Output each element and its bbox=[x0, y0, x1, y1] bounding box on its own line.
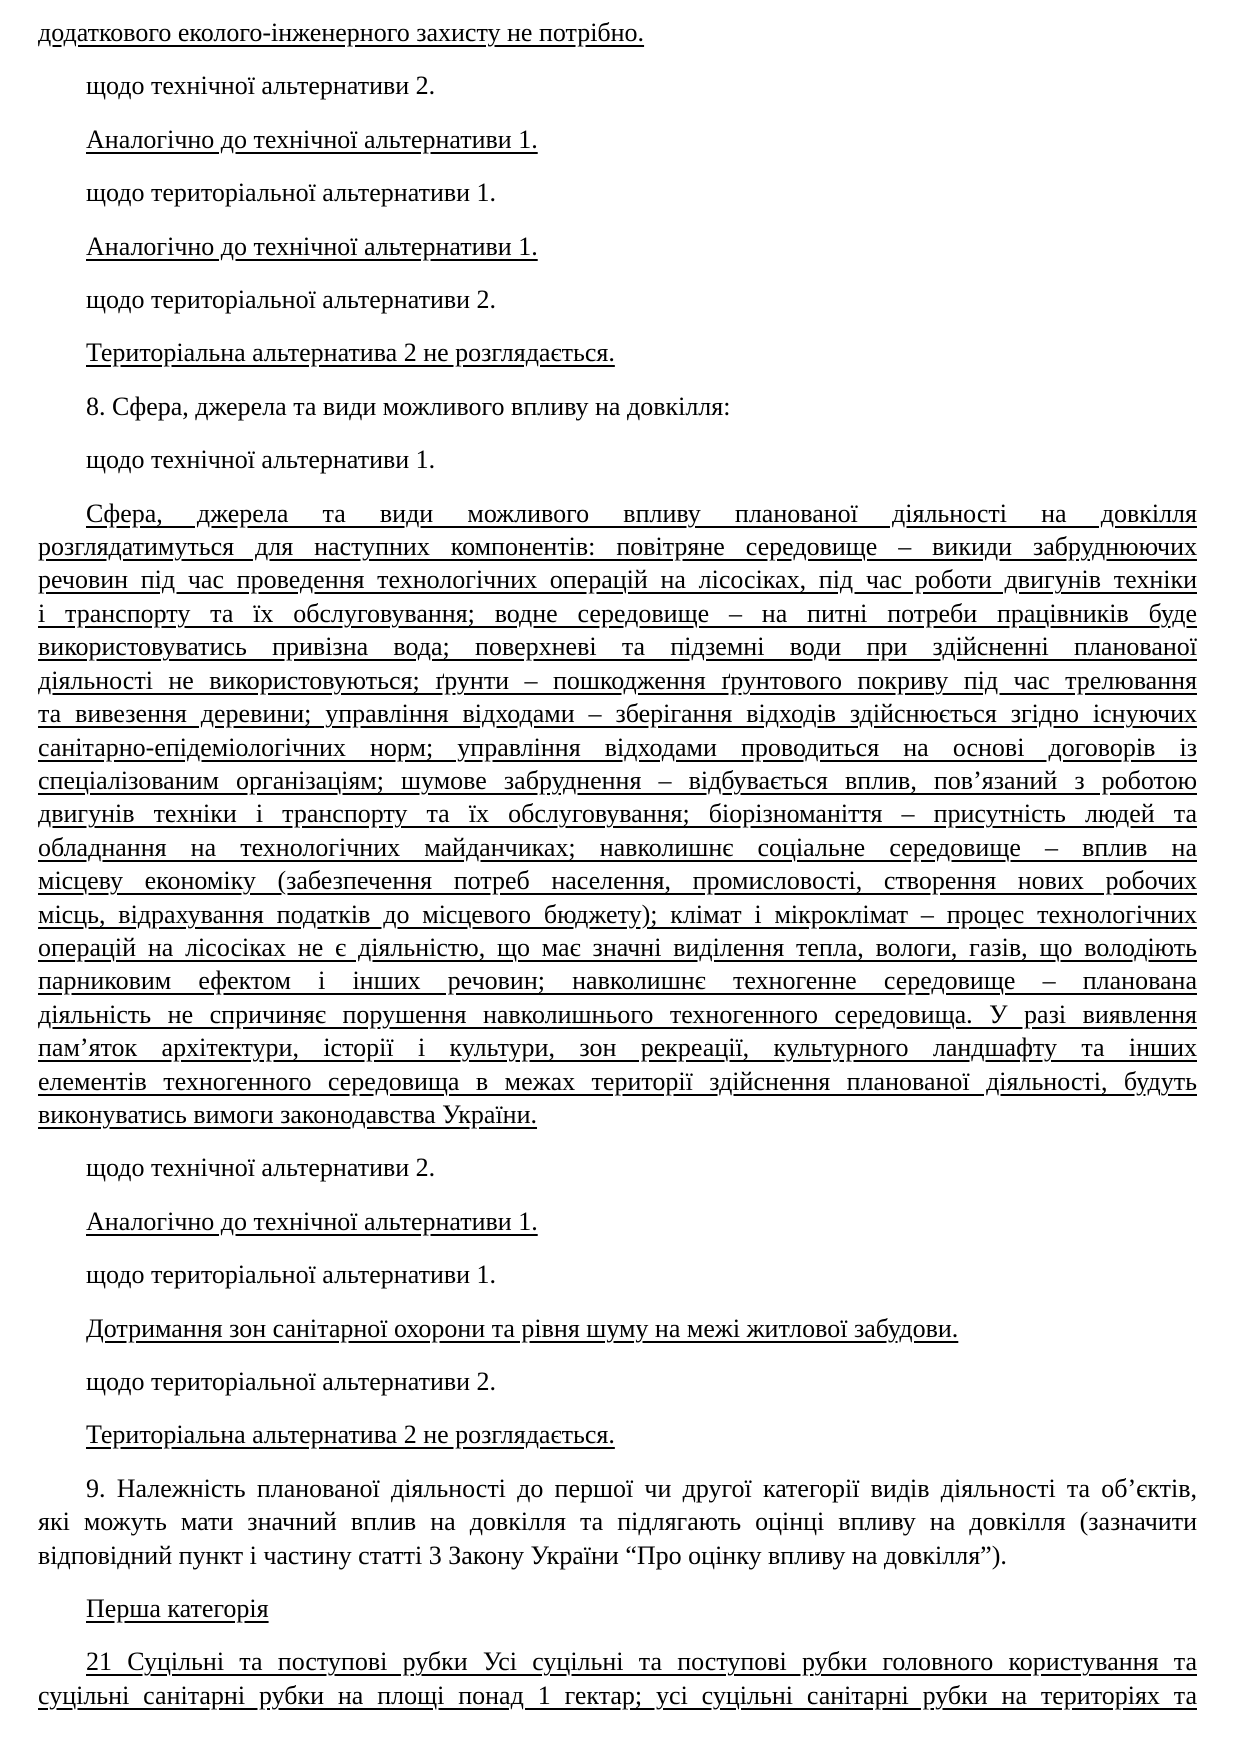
text-run: щодо територіальної альтернативи 2. bbox=[86, 1367, 497, 1396]
re-territorial-alternative-2-label-2 bbox=[38, 1365, 1197, 1398]
text-run: додаткового еколого-інженерного захисту не потрібно. bbox=[38, 18, 645, 47]
text-run: щодо територіальної альтернативи 1. bbox=[86, 1260, 497, 1290]
text-run: 21 Суцільні та поступові рубки Усі суцільні та поступові рубки головного користування та bbox=[86, 1647, 1197, 1677]
text-run: відповідний пункт і частину статті 3 Закону України “Про оцінку впливу на довкілля”). bbox=[38, 1540, 1007, 1570]
text-run: місцеву економіку (забезпечення потреб населення, промисловості, створення нових робочих bbox=[38, 866, 1197, 896]
document-text-body bbox=[38, 16, 1197, 1712]
section-8-technical-alternative-1-description bbox=[38, 497, 1197, 1132]
text-run: речовин під час проведення технологічних операцій на лісосіках, під час роботи двигунів техніки bbox=[38, 565, 1197, 595]
text-run: Аналогічно до технічної альтернативи 1. bbox=[86, 1206, 538, 1236]
text-run: спеціалізованим організаціям; шумове забруднення – відбувається вплив, пов’язаний з роботою bbox=[38, 765, 1197, 795]
text-run: Аналогічно до технічної альтернативи 1. bbox=[86, 124, 538, 154]
technical-alternative-2-answer-2 bbox=[38, 1205, 1197, 1238]
text-run: діяльність не спричиняє порушення навколишнього техногенного середовища. У разі виявлення bbox=[38, 999, 1197, 1029]
text-run: Територіальна альтернатива 2 не розглядається. bbox=[86, 338, 615, 368]
section-8-heading bbox=[38, 390, 1197, 423]
text-run: суцільні санітарні рубки на площі понад 1 гектар; усі суцільні санітарні рубки на територіях та bbox=[38, 1680, 1197, 1710]
text-run: двигунів техніки і транспорту та їх обслуговування; біорізноманіття – присутність людей та bbox=[38, 799, 1197, 829]
text-run: та вивезення деревини; управління відходами – зберігання відходів здійснюється згідно існуючих bbox=[38, 699, 1197, 729]
text-run: щодо технічної альтернативи 2. bbox=[86, 71, 436, 101]
text-run: Перша категорія bbox=[86, 1594, 269, 1624]
territorial-alternative-2-answer-2 bbox=[38, 1418, 1197, 1451]
text-run: санітарно-епідеміологічних норм; управління відходами проводиться на основі договорів із bbox=[38, 732, 1197, 762]
text-run: виконуватись вимоги законодавства України. bbox=[38, 1099, 538, 1129]
text-run: Аналогічно до технічної альтернативи 1. bbox=[86, 231, 538, 261]
text-run: які можуть мати значний вплив на довкілля та підлягають оцінці впливу на довкілля (зазначити bbox=[38, 1507, 1197, 1537]
text-run: пам’яток архітектури, історії і культури, зон рекреації, культурного ландшафту та інших bbox=[38, 1033, 1197, 1063]
text-run: розглядатимуться для наступних компонентів: повітряне середовище – викиди забруднюючих bbox=[38, 532, 1197, 562]
text-run: Сфера, джерела та види можливого впливу планованої діяльності на довкілля bbox=[86, 498, 1197, 528]
section-9-paragraph bbox=[38, 1472, 1197, 1572]
technical-alternative-2-answer bbox=[38, 123, 1197, 156]
re-territorial-alternative-1-label-2 bbox=[38, 1258, 1197, 1291]
re-technical-alternative-1-label bbox=[38, 443, 1197, 476]
re-territorial-alternative-2-label bbox=[38, 283, 1197, 316]
re-technical-alternative-2-label-2 bbox=[38, 1151, 1197, 1184]
text-run: місць, відрахування податків до місцевого бюджету); клімат і мікроклімат – процес технологічних bbox=[38, 899, 1197, 929]
territorial-alternative-2-answer bbox=[38, 336, 1197, 369]
text-run: Територіальна альтернатива 2 не розглядається. bbox=[86, 1420, 615, 1450]
territorial-alternative-1-answer-2 bbox=[38, 1312, 1197, 1345]
category-item-21 bbox=[38, 1645, 1197, 1712]
text-run: елементів техногенного середовища в межах території здійснення планованої діяльності, будуть bbox=[38, 1066, 1197, 1096]
first-category-heading bbox=[38, 1592, 1197, 1625]
text-run: обладнання на технологічних майданчиках; навколишнє соціальне середовище – вплив на bbox=[38, 832, 1197, 862]
re-technical-alternative-2-label bbox=[38, 69, 1197, 102]
text-run: Дотримання зон санітарної охорони та рівня шуму на межі житлової забудови. bbox=[86, 1313, 959, 1343]
text-run: щодо технічної альтернативи 2. bbox=[86, 1153, 436, 1183]
text-run: використовуватись привізна вода; поверхневі та підземні води при здійсненні планованої bbox=[38, 632, 1197, 662]
text-run: щодо технічної альтернативи 1. bbox=[86, 445, 436, 475]
text-run: щодо територіальної альтернативи 2. bbox=[86, 285, 497, 315]
continued-paragraph bbox=[38, 16, 1197, 49]
text-run: 8. Сфера, джерела та види можливого впливу на довкілля: bbox=[86, 391, 731, 421]
text-run: щодо територіальної альтернативи 1. bbox=[86, 178, 497, 208]
text-run: операцій на лісосіках не є діяльністю, що має значні виділення тепла, вологи, газів, що володіють bbox=[38, 932, 1197, 962]
text-run: 9. Належність планованої діяльності до першої чи другої категорії видів діяльності та об’єктів, bbox=[86, 1473, 1197, 1503]
re-territorial-alternative-1-label bbox=[38, 176, 1197, 209]
territorial-alternative-1-answer bbox=[38, 230, 1197, 263]
text-run: діяльності не використовуються; ґрунти – пошкодження ґрунтового покриву під час трелювання bbox=[38, 665, 1197, 695]
text-run: парниковим ефектом і інших речовин; навколишнє техногенне середовище – планована bbox=[38, 966, 1197, 996]
text-run: і транспорту та їх обслуговування; водне середовище – на питні потреби працівників буде bbox=[38, 598, 1197, 628]
